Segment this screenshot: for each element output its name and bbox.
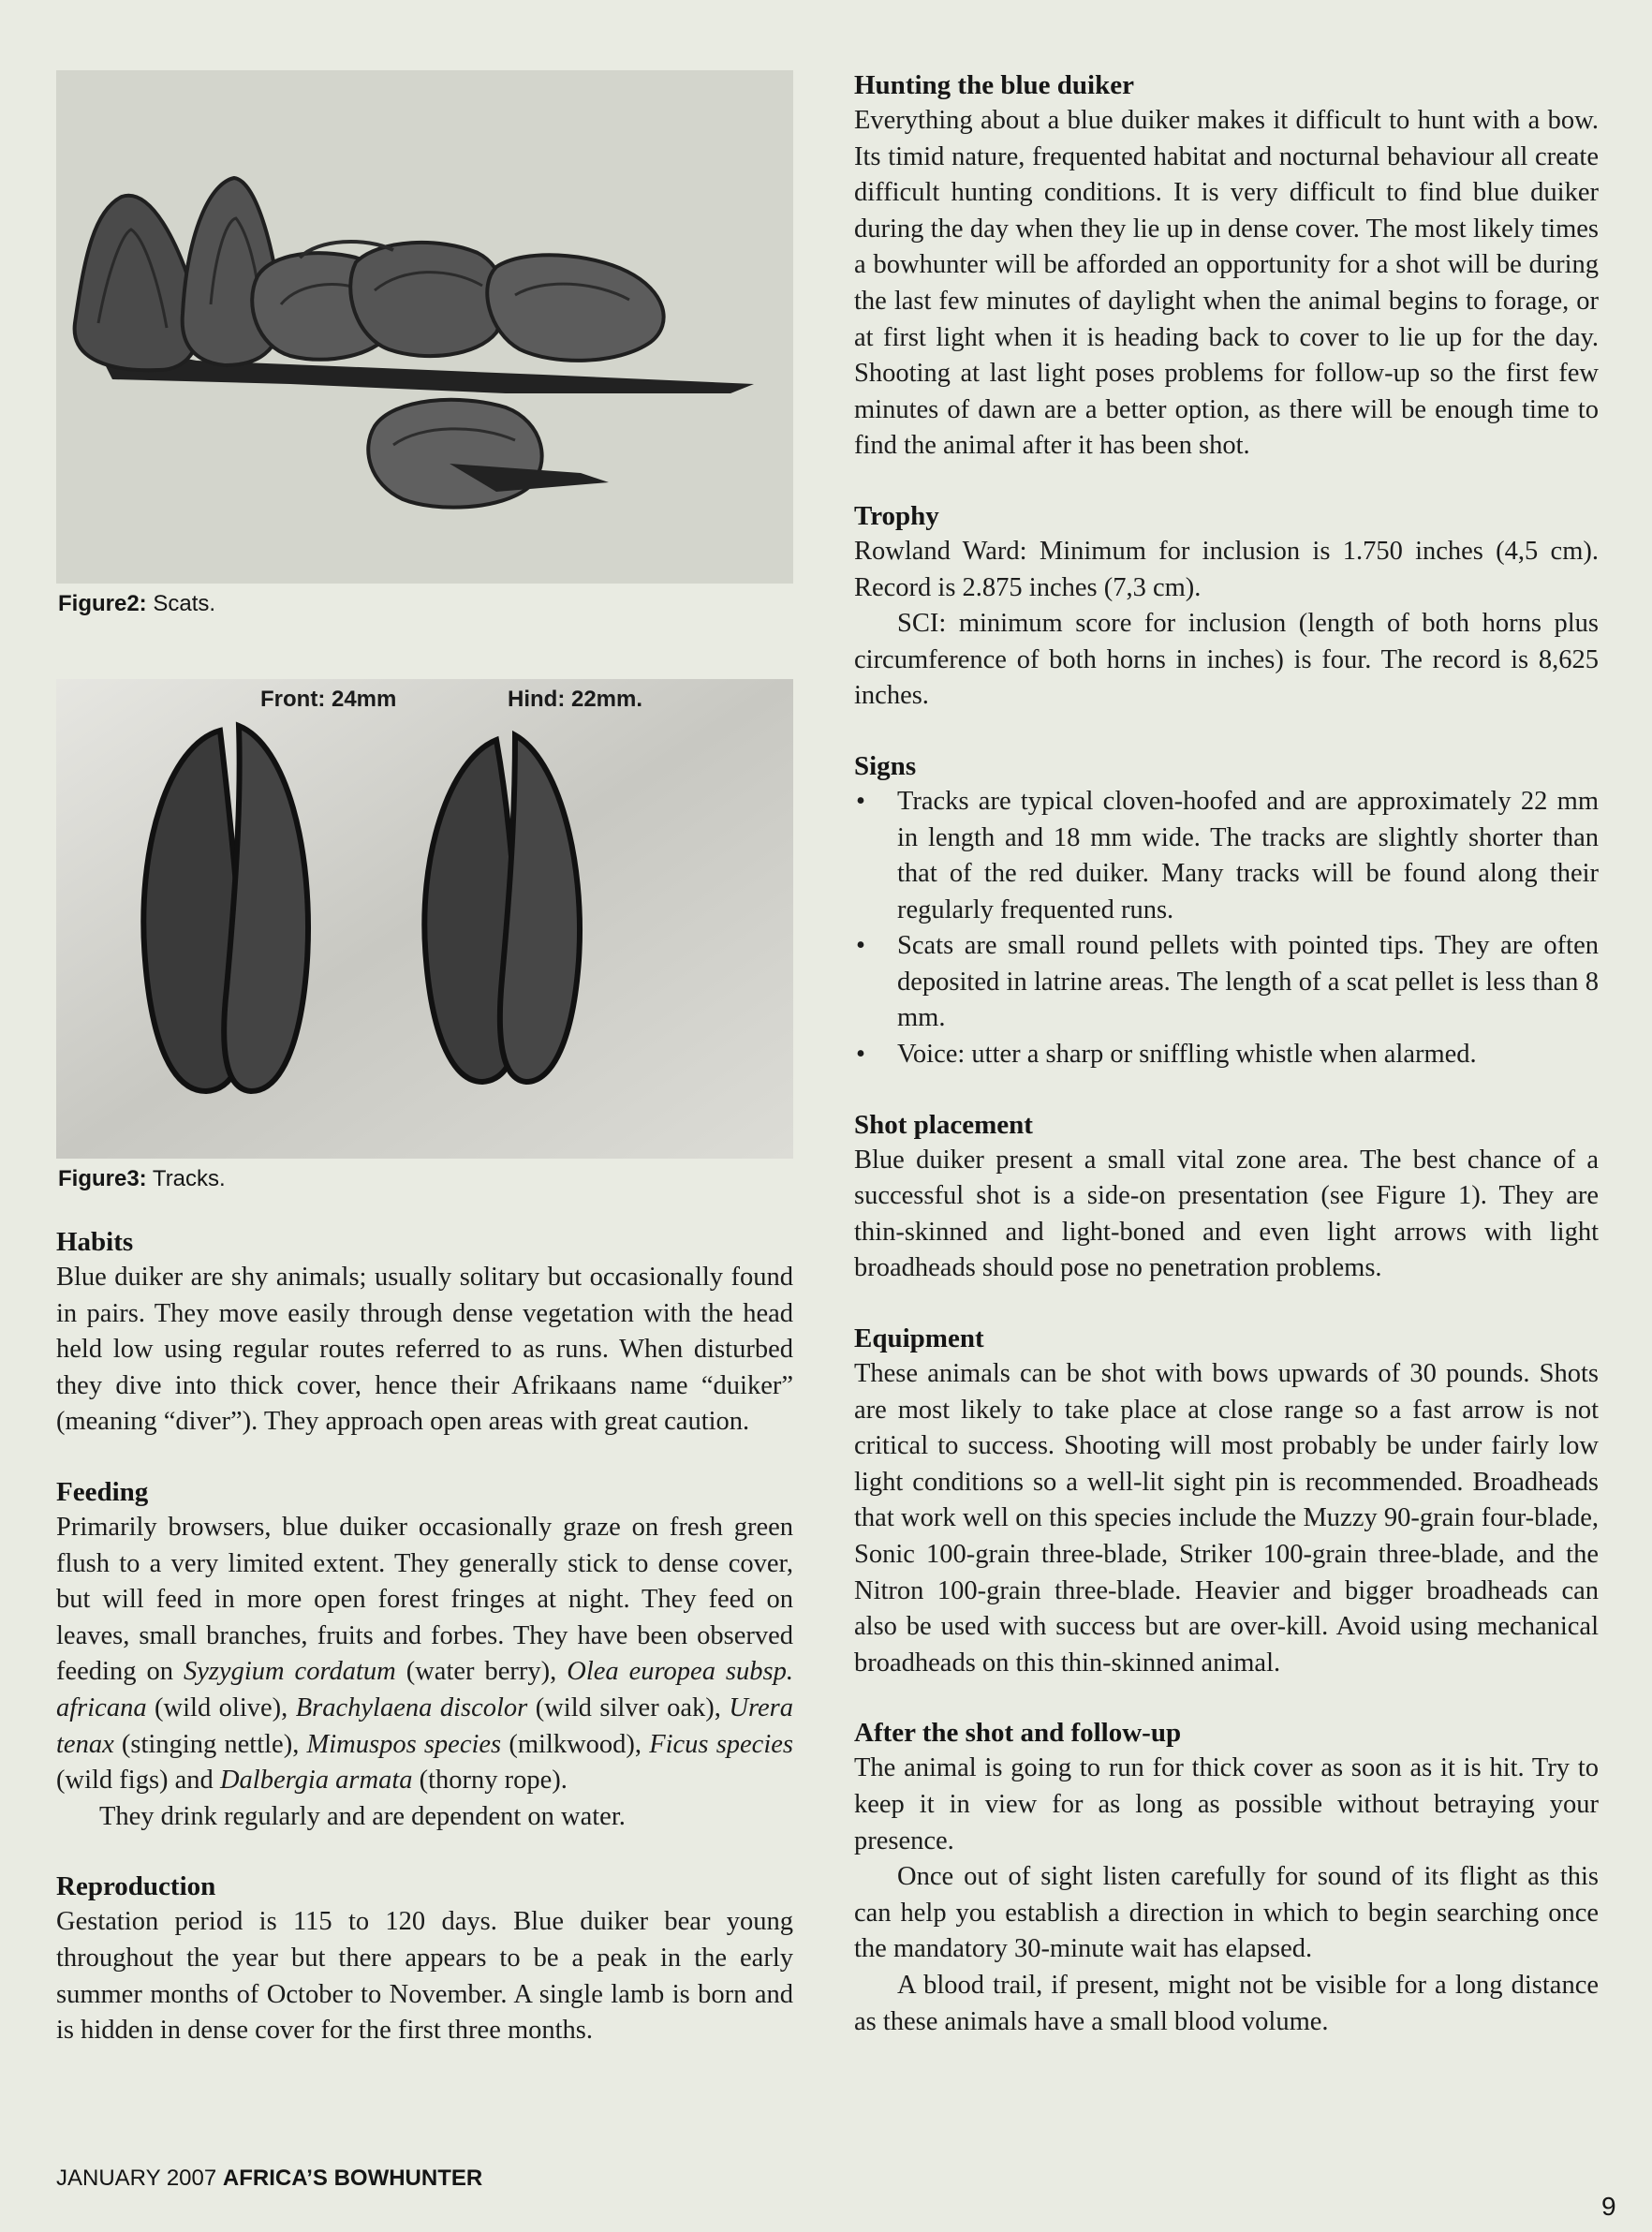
equipment-section (854, 1321, 1599, 1681)
equipment-heading: Equipment (854, 1323, 984, 1354)
trophy-section (854, 498, 1599, 715)
trophy-sci: SCI: minimum score for inclusion (length of both horns plus circumference of both horns in inches) is four. The record is 8,625 inches. (854, 609, 1599, 711)
tracks-illustration (56, 679, 793, 1159)
feeding-section (56, 1474, 793, 1835)
hunting-paragraph: Everything about a blue duiker makes it difficult to hunt with a bow. Its timid nature, frequented habitat and nocturnal behaviour all create difficult hunting conditions. It is very difficult to find blue duiker during the day when they lie up in dense cover. The most likely times a bowhunter will be afforded an opportunity for a shot will be during the last few minutes of daylight when the animal begins to forage, or at first light when it is heading back to cover to lie up for the day. Shooting at last light poses problems for follow-up so the first few minutes of dawn are a better option, as there will be enough time to find the animal after it has been shot. (854, 106, 1599, 461)
equipment-paragraph: These animals can be shot with bows upwards of 30 pounds. Shots are most likely to take place at close range so a fast arrow is not critical to success. Shooting will most probably be under fairly low light conditions so a well-lit sight pin is recommended. Broadheads that work well on this species include the Muzzy 90-grain four-blade, Sonic 100-grain three-blade, Striker 100-grain three-blade, and the Nitron 100-grain three-blade. Heavier and bigger broadheads can also be used with success but are over-kill. Avoid using mechanical broadheads on this thin-skinned animal. (854, 1359, 1599, 1678)
after-shot-section (854, 1715, 1599, 2040)
tracks-caption: Figure3: Tracks. (58, 1166, 226, 1191)
footer-date: JANUARY 2007 (56, 2165, 217, 2191)
signs-list-item: • Tracks are typical cloven-hoofed and are approximately 22 mm in length and 18 mm wide. The tracks are slightly shorter than that of the red duiker. Many tracks will be found along their regularly frequented runs. (854, 784, 1599, 928)
trophy-heading: Trophy (854, 500, 939, 531)
signs-list-item: • Voice: utter a sharp or sniffling whistle when alarmed. (854, 1037, 1599, 1073)
after-shot-paragraph-1: The animal is going to run for thick cover as soon as it is hit. Try to keep it in view for as long as possible without betraying your presence. (854, 1753, 1599, 1855)
page-footer (56, 2165, 482, 2192)
signs-list-item: • Scats are small round pellets with pointed tips. They are often deposited in latrine areas. The length of a scat pellet is less than 8 mm. (854, 928, 1599, 1037)
habits-heading: Habits (56, 1227, 134, 1257)
habits-paragraph: Blue duiker are shy animals; usually solitary but occasionally found in pairs. They move easily through dense vegetation with the head held low using regular routes referred to as runs. When disturbed they dive into thick cover, hence their Afrikaans name “duiker” (meaning “diver”). They approach open areas with great caution. (56, 1263, 793, 1437)
footer-magazine: AFRICA’S BOWHUNTER (222, 2165, 483, 2191)
front-track-label: Front: 24mm (260, 687, 397, 712)
signs-list (854, 784, 1599, 1073)
left-column (56, 70, 793, 2049)
reproduction-paragraph: Gestation period is 115 to 120 days. Blue duiker bear young throughout the year but there appears to be a peak in the early summer months of October to November. A single lamb is born and is hidden in dense cover for the first three months. (56, 1907, 793, 2046)
feeding-heading: Feeding (56, 1476, 149, 1507)
feeding-paragraph: Primarily browsers, blue duiker occasionally graze on fresh green flush to a very limited extent. They generally stick to dense cover, but will feed in more open forest fringes at night. They feed on leaves, small branches, fruits and forbes. They have been observed feeding on Syzygium cordatum (water berry), Olea europea subsp. africana (wild olive), Brachylaena discolor (wild silver oak), Urera tenax (stinging nettle), Mimuspos species (milkwood), Ficus species (wild figs) and Dalbergia armata (thorny rope). (56, 1512, 793, 1796)
signs-heading: Signs (854, 750, 917, 781)
hind-track-label: Hind: 22mm. (508, 687, 643, 712)
signs-section (854, 748, 1599, 1073)
scats-drawing (56, 70, 793, 584)
shot-placement-section (854, 1107, 1599, 1287)
shot-placement-heading: Shot placement (854, 1109, 1033, 1140)
page-number: 9 (1601, 2192, 1616, 2221)
hunting-section (854, 67, 1599, 465)
reproduction-section (56, 1869, 793, 2048)
after-shot-heading: After the shot and follow-up (854, 1718, 1182, 1749)
after-shot-paragraph-2: Once out of sight listen carefully for sound of its flight as this can help you establish a direction in which to begin searching once the mandatory 30-minute wait has elapsed. (854, 1862, 1599, 1964)
trophy-rowland-ward: Rowland Ward: Minimum for inclusion is 1.750 inches (4,5 cm). Record is 2.875 inches (7,3 cm). (854, 536, 1599, 602)
hunting-heading: Hunting the blue duiker (854, 70, 1134, 100)
scats-illustration (56, 70, 793, 584)
tracks-drawing (56, 679, 793, 1159)
scats-caption: Figure2: Scats. (58, 591, 216, 616)
after-shot-paragraph-3: A blood trail, if present, might not be visible for a long distance as these animals have a small blood volume. (854, 1970, 1599, 2036)
shot-placement-paragraph: Blue duiker present a small vital zone area. The best chance of a successful shot is a side-on presentation (see Figure 1). They are thin-skinned and light-boned and even light arrows with light broadheads should pose no penetration problems. (854, 1145, 1599, 1283)
habits-section (56, 1224, 793, 1441)
reproduction-heading: Reproduction (56, 1871, 216, 1902)
right-column (854, 67, 1599, 2040)
feeding-water-paragraph: They drink regularly and are dependent on water. (99, 1801, 626, 1831)
